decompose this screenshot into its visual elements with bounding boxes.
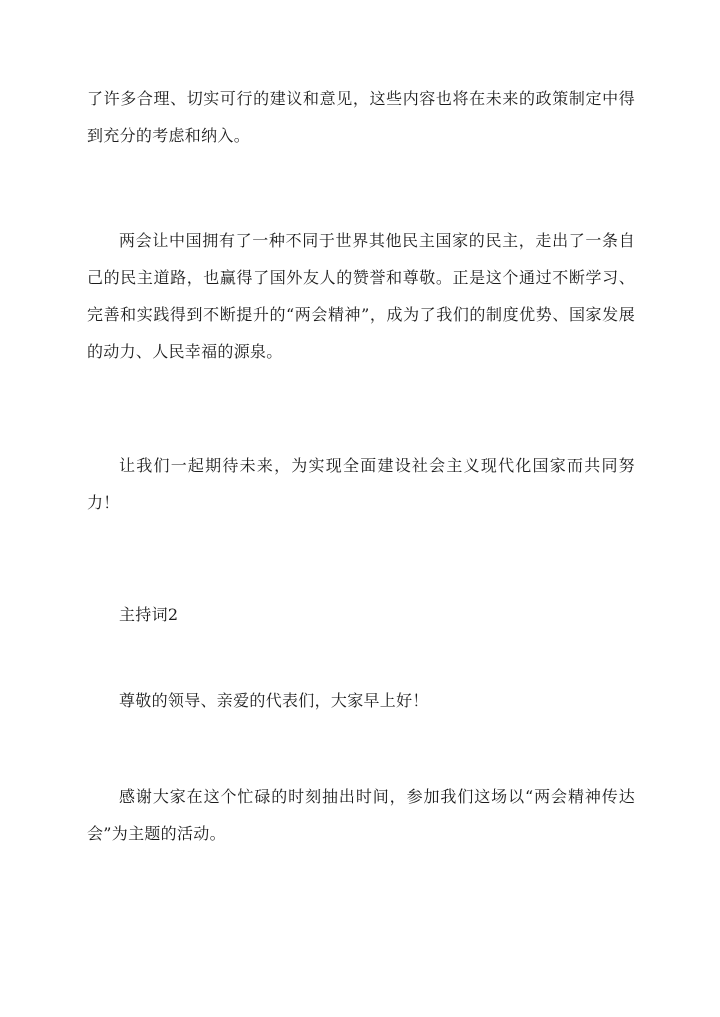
paragraph-greeting: 尊敬的领导、亲爱的代表们，大家早上好！ xyxy=(119,691,429,710)
paragraph-thanks: 感谢大家在这个忙碌的时刻抽出时间，参加我们这场以“两会精神传达会”为主题的活动。 xyxy=(87,787,635,843)
paragraph-look-forward: 让我们一起期待未来，为实现全面建设社会主义现代化国家而共同努力！ xyxy=(87,456,635,512)
paragraph-two-sessions-democracy: 两会让中国拥有了一种不同于世界其他民主国家的民主，走出了一条自己的民主道路，也赢得了国外友人的赞誉和尊敬。正是这个通过不断学习、完善和实践得到不断提升的“两会精神”，成为了我们的制度优势、国家发展的动力、人民幸福的源泉。 xyxy=(87,231,635,361)
paragraph-continuation: 了许多合理、切实可行的建议和意见，这些内容也将在未来的政策制定中得到充分的考虑和纳入。 xyxy=(87,89,635,145)
section-heading-host-speech-2: 主持词2 xyxy=(119,605,179,624)
